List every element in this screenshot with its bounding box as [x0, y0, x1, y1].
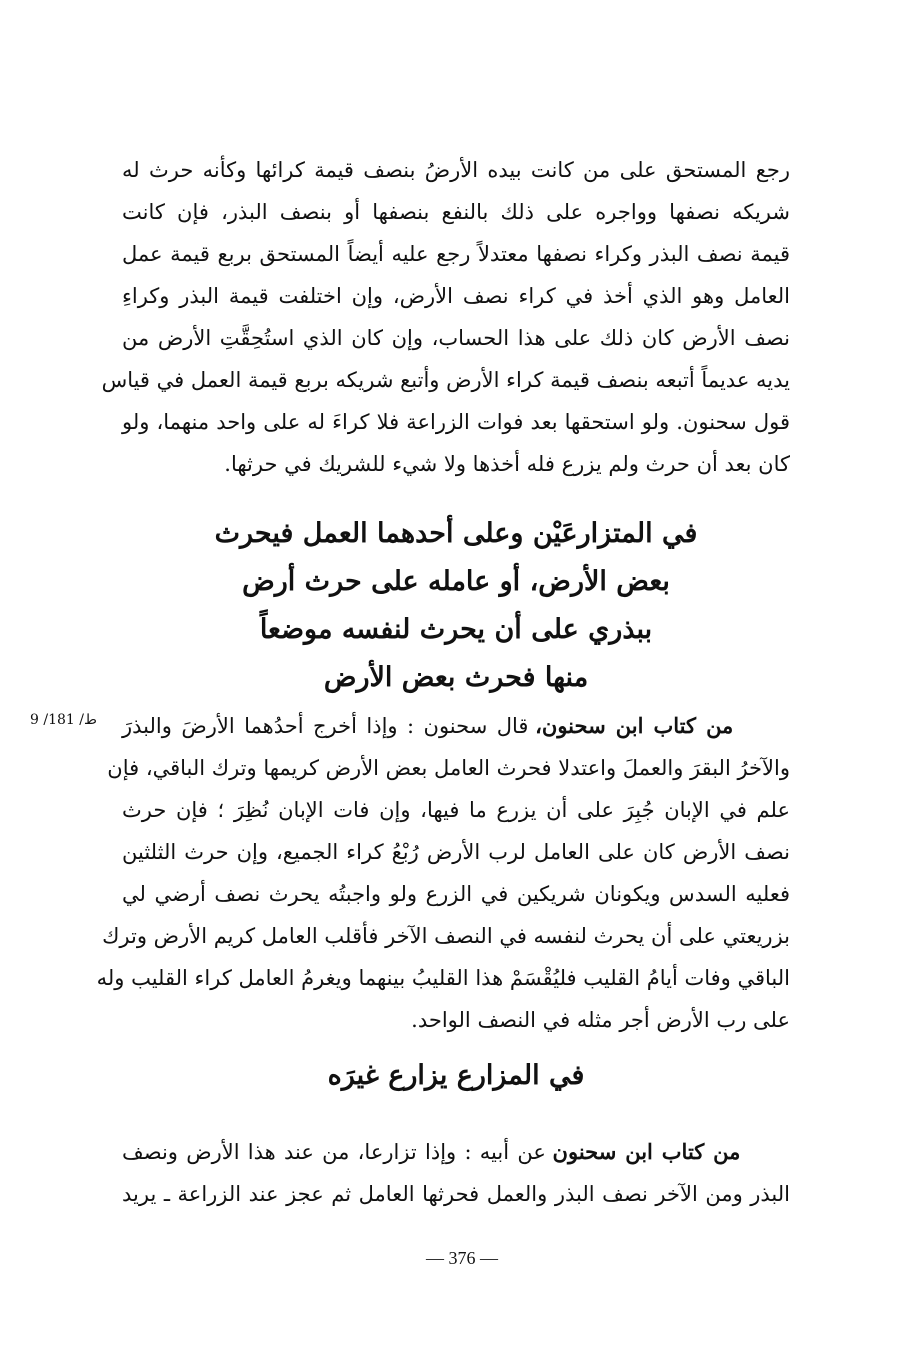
text-line: نصف الأرض كان ذلك على هذا الحساب، وإن كان الذي استُحِقَّتِ الأرض من [122, 326, 790, 350]
text-line: البذر ومن الآخر نصف البذر والعمل فحرثها العامل ثم عجز عند الزراعة ـ يريد [122, 1182, 790, 1206]
heading-line: بعض الأرض، أو عامله على حرث أرض [242, 566, 670, 597]
section-heading-2 [122, 1052, 790, 1100]
text-line: قول سحنون. ولو استحقها بعد فوات الزراعة فلا كراءَ له على واحد منهما، ولو [122, 410, 790, 434]
page-number: — 376 — [426, 1248, 498, 1268]
paragraph-2 [96, 705, 790, 1041]
text-line: فعليه السدس ويكونان شريكين في الزرع ولو واجبتُه يحرث نصف أرضي لي [122, 882, 790, 906]
text-line: على رب الأرض أجر مثله في النصف الواحد. [411, 1008, 790, 1032]
source-citation: من كتاب ابن سحنون، [535, 713, 734, 738]
text-run: عن أبيه : وإذا تزارعا، من عند هذا الأرض ونصف [122, 1140, 553, 1164]
heading-line: في المزارع يزارع غيرَه [327, 1060, 585, 1091]
marginal-folio-note: ط/ 181/ 9 [30, 712, 97, 728]
text-line: والآخرُ البقرَ والعملَ واعتدلا فحرث العامل بعض الأرض كريمها وترك الباقي، فإن [107, 756, 790, 780]
text-line: نصف الأرض كان على العامل لرب الأرض رُبْعُ كراء الجميع، وإن حرث الثلثين [122, 840, 790, 864]
text-line [122, 705, 790, 747]
text-line: رجع المستحق على من كانت بيده الأرضُ بنصف قيمة كرائها وكأنه حرث له [122, 158, 790, 182]
heading-line: في المتزارعَيْن وعلى أحدهما العمل فيحرث [214, 518, 698, 549]
text-line: يديه عديماً أتبعه بنصف قيمة كراء الأرض وأتبع شريكه بربع قيمة العمل في قياس [101, 368, 790, 392]
text-run: قال سحنون : وإذا أخرج أحدُهما الأرضَ والبذرَ [122, 714, 536, 738]
paragraph-1 [101, 149, 790, 485]
section-heading-1 [122, 510, 790, 702]
heading-line: ببذري على أن يحرث لنفسه موضعاً [259, 614, 653, 645]
text-line [122, 1131, 790, 1173]
text-line: شريكه نصفها وواجره على ذلك بالنفع بنصفها أو بنصف البذر، فإن كانت [122, 200, 790, 224]
text-line: العامل وهو الذي أخذ في كراء نصف الأرض، وإن اختلفت قيمة البذر وكراءِ [122, 284, 790, 308]
text-line: قيمة نصف البذر وكراء نصفها معتدلاً رجع عليه أيضاً المستحق بربع قيمة عمل [122, 242, 790, 266]
text-line: علم في الإبان جُبِرَ على أن يزرع ما فيها، وإن فات الإبان نُظِرَ ؛ فإن حرث [122, 798, 790, 822]
text-line: بزريعتي على أن يحرث لنفسه في النصف الآخر فأقلب العامل كريم الأرض وترك [102, 924, 790, 948]
source-citation: من كتاب ابن سحنون [552, 1139, 741, 1164]
text-line: الباقي وفات أيامُ القليب فليُقْسَمْ هذا القليبُ بينهما ويغرمُ العامل كراء القليب وله [96, 966, 790, 990]
heading-line: منها فحرث بعض الأرض [323, 662, 589, 693]
text-line: كان بعد أن حرث ولم يزرع فله أخذها ولا شيء للشريك في حرثها. [224, 452, 790, 476]
paragraph-3 [122, 1131, 790, 1215]
